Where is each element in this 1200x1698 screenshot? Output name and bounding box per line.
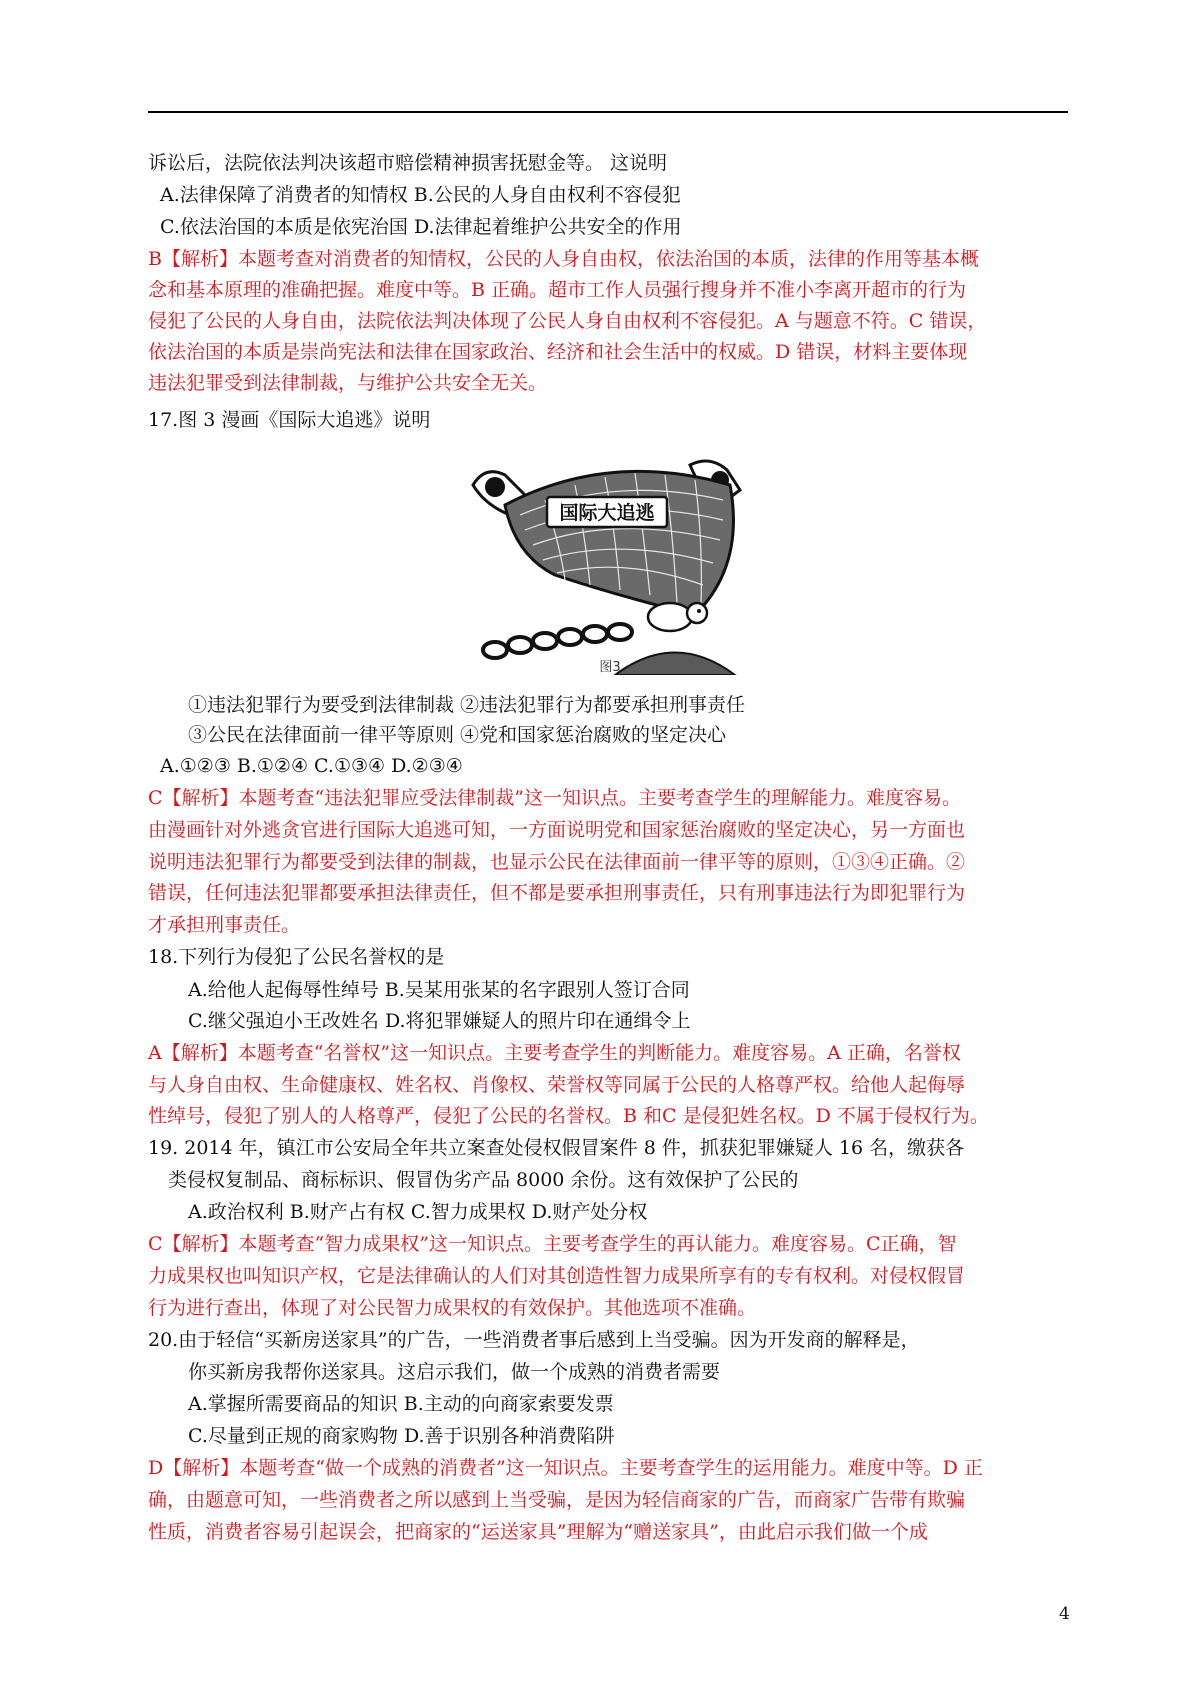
q20-analysis-line-1: D【解析】本题考查“做一个成熟的消费者”这一知识点。主要考查学生的运用能力。难度中等。D 正 (148, 1457, 983, 1479)
q18-options-cd: C.继父强迫小王改姓名 D.将犯罪嫌疑人的照片印在通缉令上 (188, 1010, 691, 1032)
q16-analysis-line-3: 侵犯了公民的人身自由，法院依法判决体现了公民人身自由权利不容侵犯。A 与题意不符。C 错误， (148, 310, 987, 332)
q20-stem-line-2: 你买新房我帮你送家具。这启示我们，做一个成熟的消费者需要 (188, 1361, 721, 1383)
q17-analysis-line-3: 说明违法犯罪行为都要受到法律的制裁，也显示公民在法律面前一律平等的原则，①③④正确。② (148, 851, 966, 873)
q19-stem-line-2: 类侵权复制品、商标标识、假冒伪劣产品 8000 余份。这有效保护了公民的 (168, 1169, 799, 1191)
cartoon-banner-text: 国际大追逃 (559, 502, 655, 524)
q17-analysis-line-5: 才承担刑事责任。 (148, 914, 301, 936)
q17-stem: 17.图 3 漫画《国际大追逃》说明 (148, 409, 431, 431)
q17-statements-34: ③公民在法律面前一律平等原则 ④党和国家惩治腐败的坚定决心 (188, 724, 727, 746)
q16-options-ab: A.法律保障了消费者的知情权 B.公民的人身自由权利不容侵犯 (160, 184, 681, 206)
q20-options-cd: C.尽量到正规的商家购物 D.善于识别各种消费陷阱 (188, 1425, 615, 1447)
q17-statements-12: ①违法犯罪行为要受到法律制裁 ②违法犯罪行为都要承担刑事责任 (188, 694, 746, 716)
header-rule (148, 111, 1068, 113)
page-number: 4 (1059, 1604, 1070, 1624)
q18-options-ab: A.给他人起侮辱性绰号 B.吴某用张某的名字跟别人签订合同 (188, 979, 690, 1001)
q16-analysis-line-1: B【解析】本题考查对消费者的知情权，公民的人身自由权，依法治国的本质，法律的作用等基本概 (148, 248, 979, 270)
q17-analysis-line-4: 错误，任何违法犯罪都要承担法律责任，但不都是要承担刑事责任，只有刑事违法行为即犯罪行为 (148, 882, 966, 904)
q16-analysis-line-4: 依法治国的本质是崇尚宪法和法律在国家政治、经济和社会生活中的权威。D 错误，材料主要体现 (148, 341, 968, 363)
q20-analysis-line-3: 性质，消费者容易引起误会，把商家的“运送家具”理解为“赠送家具”，由此启示我们做一个成 (148, 1521, 928, 1543)
q18-stem: 18.下列行为侵犯了公民名誉权的是 (148, 946, 445, 968)
q17-analysis-line-2: 由漫画针对外逃贪官进行国际大追逃可知，一方面说明党和国家惩治腐败的坚定决心，另一方面也 (148, 819, 966, 841)
q17-analysis-line-1: C【解析】本题考查“违法犯罪应受法律制裁”这一知识点。主要考查学生的理解能力。难度容易。 (148, 787, 961, 809)
q20-analysis-line-2: 确，由题意可知，一些消费者之所以感到上当受骗，是因为轻信商家的广告，而商家广告带有欺骗 (148, 1489, 966, 1511)
q20-options-ab: A.掌握所需要商品的知识 B.主动的向商家索要发票 (188, 1393, 614, 1415)
q19-stem-line-1: 19. 2014 年，镇江市公安局全年共立案查处侵权假冒案件 8 件，抓获犯罪嫌疑人 16 名，缴获各 (148, 1137, 965, 1159)
q17-options: A.①②③ B.①②④ C.①③④ D.②③④ (160, 755, 463, 777)
q19-analysis-line-1: C【解析】本题考查“智力成果权”这一知识点。主要考查学生的再认能力。难度容易。C正确，智 (148, 1233, 957, 1255)
q18-analysis-line-3: 性绰号，侵犯了别人的人格尊严，侵犯了公民的名誉权。B 和C 是侵犯姓名权。D 不属于侵权行为。 (148, 1105, 989, 1127)
figure-caption: 图3 (599, 660, 621, 675)
q18-analysis-line-2: 与人身自由权、生命健康权、姓名权、肖像权、荣誉权等同属于公民的人格尊严权。给他人起侮辱 (148, 1074, 966, 1096)
q20-stem-line-1: 20.由于轻信“买新房送家具”的广告，一些消费者事后感到上当受骗。因为开发商的解释是， (148, 1329, 920, 1351)
q19-options: A.政治权利 B.财产占有权 C.智力成果权 D.财产处分权 (188, 1201, 648, 1223)
q19-analysis-line-3: 行为进行查出，体现了对公民智力成果权的有效保护。其他选项不准确。 (148, 1297, 757, 1319)
cartoon-figure (465, 445, 755, 675)
q19-analysis-line-2: 力成果权也叫知识产权，它是法律确认的人们对其创造性智力成果所享有的专有权利。对侵权假冒 (148, 1265, 966, 1287)
q16-analysis-line-5: 违法犯罪受到法律制裁，与维护公共安全无关。 (148, 372, 548, 394)
q18-analysis-line-1: A【解析】本题考查“名誉权”这一知识点。主要考查学生的判断能力。难度容易。A 正确，名誉权 (148, 1042, 961, 1064)
q16-stem-end: 诉讼后，法院依法判决该超市赔偿精神损害抚慰金等。 这说明 (148, 152, 668, 174)
q16-analysis-line-2: 念和基本原理的准确把握。难度中等。B 正确。超市工作人员强行搜身并不准小李离开超市的行为 (148, 279, 967, 301)
q16-options-cd: C.依法治国的本质是依宪治国 D.法律起着维护公共安全的作用 (160, 216, 682, 238)
